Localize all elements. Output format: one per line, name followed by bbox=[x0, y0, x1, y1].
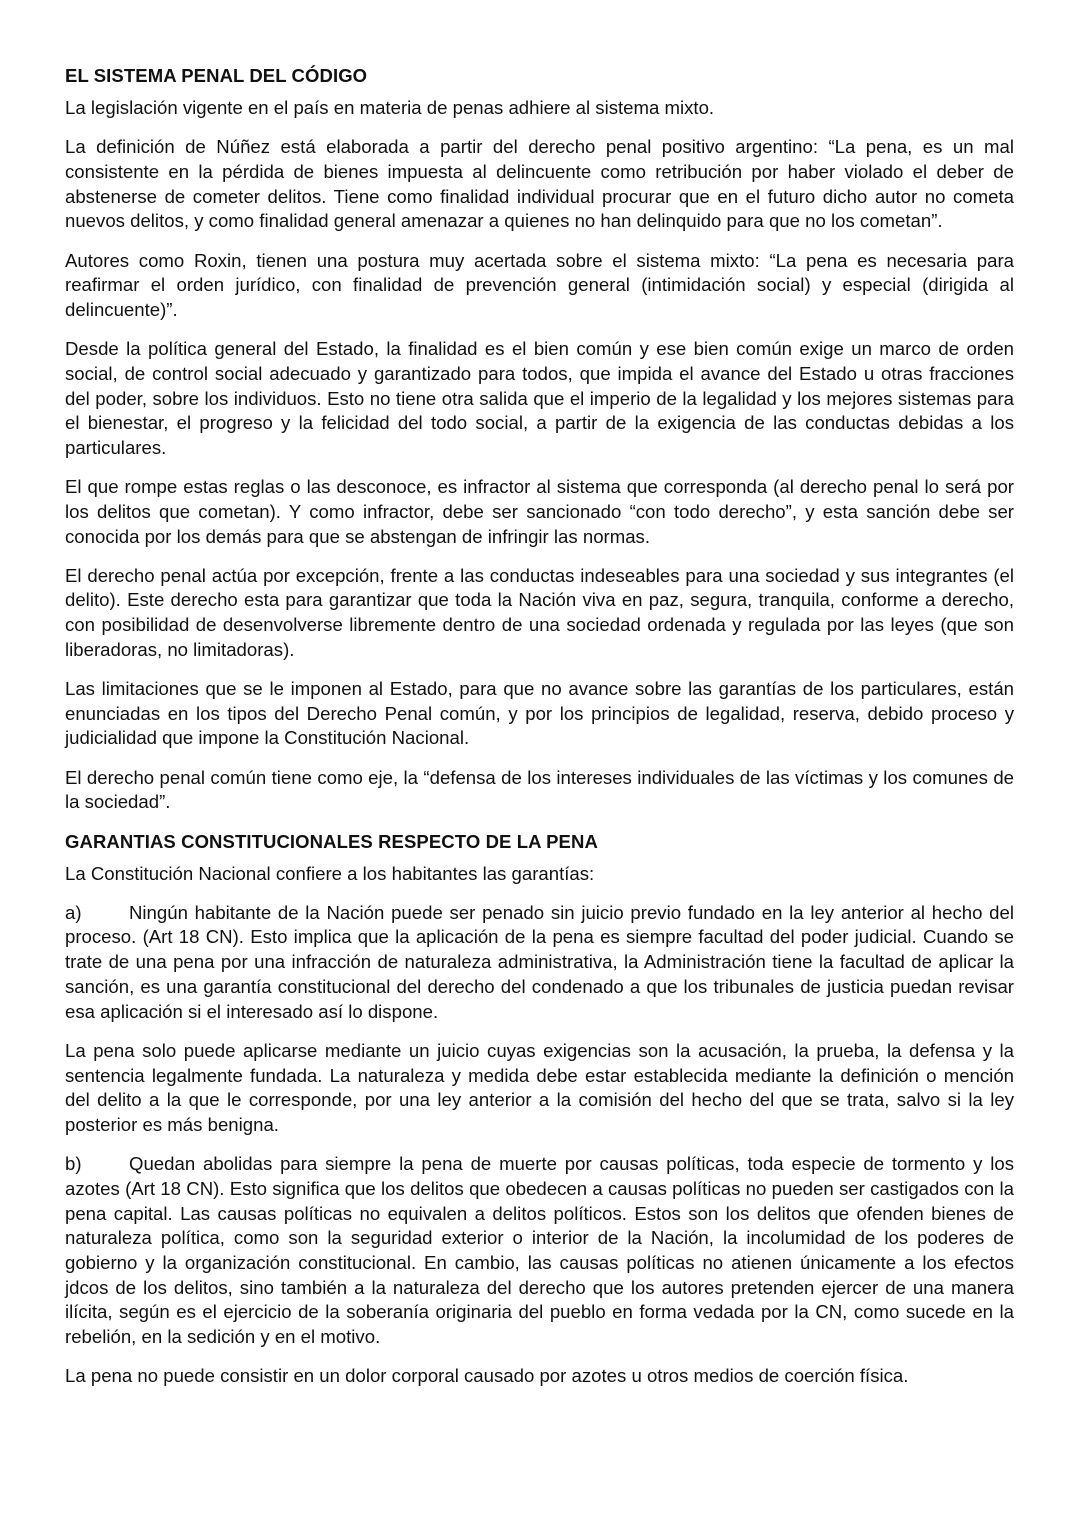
paragraph-infractor: El que rompe estas reglas o las desconoce, es infractor al sistema que corresponda (al derecho penal lo será por los delitos que cometan). Y como infractor, debe ser sancionado “con todo derecho”, y esta sanción debe ser conocida por los demás para que se abstengan de infringir las normas. bbox=[65, 476, 1014, 547]
paragraph-constitucion-garantias: La Constitución Nacional confiere a los habitantes las garantías: bbox=[65, 862, 595, 884]
list-item-a-text: Ningún habitante de la Nación puede ser penado sin juicio previo fundado en la ley anterior al hecho del proceso. (Art 18 CN). Esto implica que la aplicación de la pena es siempre facultad del poder judicial. Cuando se trate de una pena por una infracción de naturaleza administrativa, la Administración tiene la facultad de aplicar la sanción, es una garantía constitucional del derecho del condenado a que los tribunales de justicia puedan revisar esa aplicación si el interesado así lo dispone. bbox=[65, 901, 1014, 1022]
list-item-b-marker: b) bbox=[65, 1153, 82, 1175]
list-item-a-marker: a) bbox=[65, 901, 82, 923]
document-page bbox=[65, 64, 1014, 1403]
section-heading-sistema-penal: EL SISTEMA PENAL DEL CÓDIGO bbox=[65, 65, 368, 86]
paragraph-legislacion: La legislación vigente en el país en materia de penas adhiere al sistema mixto. bbox=[65, 97, 715, 118]
list-item-b bbox=[65, 1152, 1014, 1350]
paragraph-dolor-corporal: La pena no puede consistir en un dolor corporal causado por azotes u otros medios de coerción física. bbox=[65, 1365, 909, 1387]
paragraph-limitaciones-estado: Las limitaciones que se le imponen al Estado, para que no avance sobre las garantías de los particulares, están enunciadas en los tipos del Derecho Penal común, y por los principios de legalidad, reserva, debido proceso y judicialidad que impone la Constitución Nacional. bbox=[65, 678, 1014, 749]
paragraph-roxin: Autores como Roxin, tienen una postura muy acertada sobre el sistema mixto: “La pena es necesaria para reafirmar el orden jurídico, con finalidad de prevención general (intimidación social) y especial (dirigida al delincuente)”. bbox=[65, 249, 1014, 320]
paragraph-derecho-penal-excepcion: El derecho penal actúa por excepción, frente a las conductas indeseables para una sociedad y sus integrantes (el delito). Este derecho esta para garantizar que toda la Nación viva en paz, segura, tranquila, conforme a derecho, con posibilidad de desenvolverse libremente dentro de una sociedad ordenada y regulada por las leyes (que son liberadoras, no limitadoras). bbox=[65, 564, 1014, 660]
paragraph-politica-estado: Desde la política general del Estado, la finalidad es el bien común y ese bien común exige un marco de orden social, de control social adecuado y garantizado para todos, que impida el avance del Estado u otras fracciones del poder, sobre los individuos. Esto no tiene otra salida que el imperio de la legalidad y los mejores sistemas para el bienestar, el progreso y la felicidad del todo social, a partir de la exigencia de las conductas debidas a los particulares. bbox=[65, 338, 1014, 458]
section-heading-garantias: GARANTIAS CONSTITUCIONALES RESPECTO DE LA PENA bbox=[65, 830, 598, 852]
paragraph-nunez-definition: La definición de Núñez está elaborada a partir del derecho penal positivo argentino: “La pena, es un mal consistente en la pérdida de bienes impuesta al delincuente como retribución por haber violado el deber de abstenerse de cometer delitos. Tiene como finalidad individual procurar que en el futuro dicho autor no cometa nuevos delitos, y como finalidad general amenazar a quienes no han delinquido para que no los cometan”. bbox=[65, 136, 1014, 232]
paragraph-juicio-exigencias: La pena solo puede aplicarse mediante un juicio cuyas exigencias son la acusación, la prueba, la defensa y la sentencia legalmente fundada. La naturaleza y medida debe estar establecida mediante la definición o mención del delito a la que le corresponde, por una ley anterior a la comisión del hecho del que se trata, salvo si la ley posterior es más benigna. bbox=[65, 1039, 1014, 1135]
list-item-a bbox=[65, 901, 1014, 1025]
paragraph-derecho-penal-comun: El derecho penal común tiene como eje, la “defensa de los intereses individuales de las víctimas y los comunes de la sociedad”. bbox=[65, 766, 1014, 813]
list-item-b-text: Quedan abolidas para siempre la pena de muerte por causas políticas, toda especie de tormento y los azotes (Art 18 CN). Esto significa que los delitos que obedecen a causas políticas no pueden ser castigados con la pena capital. Las causas políticas no equivalen a delitos políticos. Estos son los delitos que ofenden bienes de naturaleza política, como son la seguridad exterior o interior de la Nación, la incolumidad de los poderes de gobierno y la organización constitucional. En cambio, las causas políticas no atienen únicamente a los efectos jdcos de los delitos, sino también a la naturaleza del derecho que los autores pretenden ejercer de una manera ilícita, según es el ejercicio de la soberanía originaria del pueblo en forma vedada por la CN, como sucede en la rebelión, en la sedición y en el motivo. bbox=[65, 1153, 1014, 1348]
